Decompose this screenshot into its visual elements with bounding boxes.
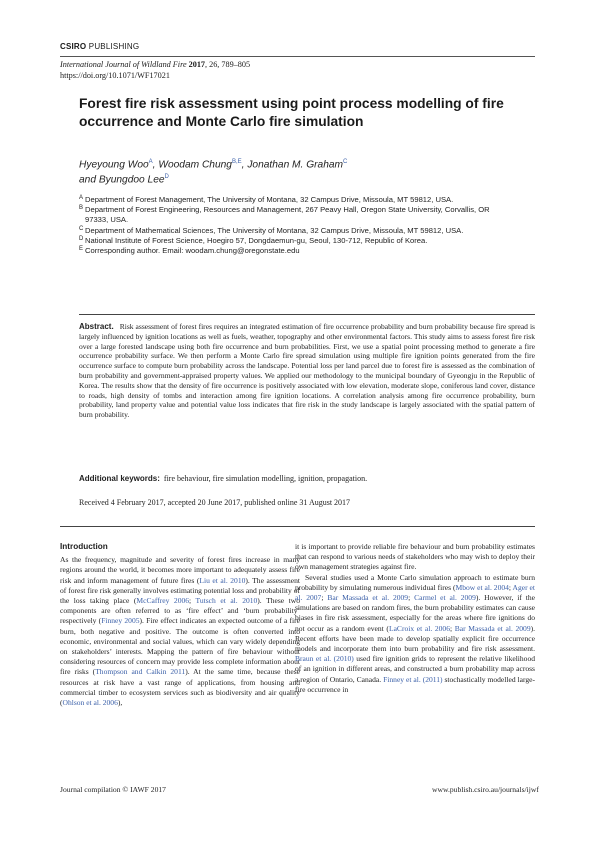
text-run: stochastically modelled large-fire occurrence in (295, 674, 536, 694)
affiliation-mark: B (79, 205, 84, 212)
citation-link[interactable]: Carmel et al. 2009 (414, 593, 476, 603)
paragraph (295, 573, 535, 695)
keywords (79, 474, 535, 484)
text-run: ). At the same time, because these resources at risk have a vast range of applications, from housing and commercial timber to ecosystem services such as biodiversity and air quality ( (60, 667, 300, 708)
abstract (79, 322, 535, 420)
text-run: ; (321, 593, 328, 603)
affiliation (79, 246, 499, 256)
text-run: ). The assessment of forest fire risk generally involves estimating potential loss and probability of the loss taking place ( (60, 575, 301, 606)
affiliation-mark: A (79, 195, 84, 201)
citation-link[interactable]: Finney et al. (2011) (383, 674, 443, 684)
paragraph: it is important to provide reliable fire behaviour and burn probability estimates that can respond to various needs of stakeholders who may wish to deploy their own management strategies against fire. (295, 542, 535, 572)
text-run: used fire ignition grids to represent the relative likelihood of an ignition in different areas, and constructed a burn probability map across a region of Ontario, Canada. (295, 654, 535, 684)
right-column (295, 542, 535, 695)
citation-link[interactable]: Ager et al. 2007 (295, 582, 536, 603)
text-run: ). Recent efforts have been made to develop spatially explicit fire occurrence models and incorporate them into burn probability and fire risk assessment. (295, 623, 535, 654)
left-column (60, 542, 300, 708)
affiliation (79, 236, 499, 246)
author-list: Hyeyoung Woo$^A$, Woodam Chung$^{B,E}$, Jonathan M. Graham$^C$ and Byungdoo Lee$^D$ (79, 159, 348, 186)
affiliation (79, 226, 499, 236)
citation-link[interactable]: Braun et al. (2010) (295, 654, 354, 664)
citation-link[interactable]: Finney 2005 (101, 616, 140, 626)
author-name: Byungdoo Lee (98, 174, 165, 186)
citation-link[interactable]: Mbow et al. 2004 (455, 582, 509, 592)
journal-year: 2017 (188, 60, 206, 69)
author-affil-mark[interactable]: D (164, 174, 169, 181)
affiliation (79, 205, 499, 225)
paragraph (60, 555, 300, 708)
journal-volume-pages: , 26, 789–805 (205, 60, 251, 69)
text-run: ). However, if the simulations are based on random fires, the burn probability estimates can cause biases in fire risk assessment, especially for the areas where fire ignitions do not occur as a random event ( (295, 593, 535, 633)
affiliation-text: Corresponding author. Email: woodam.chung@oregonstate.edu (85, 246, 300, 256)
affiliation-mark: C (79, 225, 84, 232)
text-run: ; (449, 623, 455, 633)
author-affil-mark[interactable]: A (148, 159, 153, 165)
publisher-header (60, 42, 139, 51)
text-run: As the frequency, magnitude and severity of forest fires increase in many regions around the world, it becomes more important to adequately assess fire risk and inform management of future fires ( (60, 555, 300, 585)
affiliation-text: Department of Mathematical Sciences, The University of Montana, 32 Campus Drive, Missoula, MT 59812, USA. (85, 225, 464, 235)
text-run: ), (117, 698, 123, 708)
publisher-brand: CSIRO (60, 42, 87, 51)
article-title: Forest fire risk assessment using point process modelling of fire occurrence and Monte Carlo fire simulation (79, 96, 504, 129)
affiliation (79, 195, 499, 205)
header-rule (60, 56, 535, 57)
abstract-rule (79, 314, 535, 315)
journal-name: International Journal of Wildland Fire (60, 60, 187, 69)
affiliation-mark: D (79, 235, 84, 242)
text-run: Several studies used a Monte Carlo simulation approach to estimate burn probability by simulating numerous individual fires ( (295, 572, 535, 592)
author-affil-mark[interactable]: B,E (231, 159, 242, 165)
text-run: ; (189, 596, 196, 606)
publisher-rest: PUBLISHING (88, 42, 140, 51)
citation-link[interactable]: Ohlson et al. 2006 (62, 698, 118, 708)
footer-copyright: Journal compilation © IAWF 2017 (60, 785, 166, 794)
doi-link[interactable]: https://doi.org/10.1071/WF17021 (60, 70, 170, 80)
citation-link[interactable]: Tutsch et al. 2010 (195, 596, 258, 606)
affiliation-mark: E (79, 246, 84, 253)
affiliation-text: Department of Forest Engineering, Resources and Management, 267 Peavy Hall, Oregon State University, Corvallis, OR 97333, USA. (85, 205, 490, 225)
keywords-text: fire behaviour, fire simulation modelling, ignition, propagation. (163, 474, 368, 483)
text-run: ). These two components are often referred to as ‘fire effect’ and ‘burn probability’ respectively ( (60, 596, 300, 626)
author-name: Jonathan M. Graham (247, 159, 344, 171)
abstract-label: Abstract. (79, 322, 114, 331)
author-name: Woodam Chung (158, 159, 232, 171)
body-rule (60, 526, 535, 527)
abstract-text: Risk assessment of forest fires requires an integrated estimation of fire occurrence probability and burn probability because fire spread is largely influenced by ignition locations as well as fuels, weather, topography and other environmental factors. This study aims to assess forest fire risk over a large forested landscape using both fire occurrence and burn probabilities. First, we use a spatial point processing method to generate a fire occurrence probability surface. We then perform a Monte Carlo fire spread simulation using multiple fire ignition points generated from the fire occurrence surface to compute burn probability across the landscape. Potential loss per land parcel due to forest fire is assessed as the combination of burn probability and government-appraised property values. We applied our methodology to the municipal boundary of Gyeongju in the Republic of Korea. The results show that the density of fire occurrence is positively associated with low elevation, moderate slope, coniferous land cover, distance to roads, high density of tombs and interaction among fire ignition locations. A correlation analysis among fire occurrence probability, burn probability, land property value and potential value loss indicates that fire risk in the study landscape is largely associated with the spatial pattern of burn probability. (79, 322, 535, 420)
text-run: ; (408, 593, 415, 603)
keywords-label: Additional keywords: (79, 474, 160, 483)
footer-url[interactable]: www.publish.csiro.au/journals/ijwf (432, 785, 539, 794)
text-run: ). Fire effect indicates an expected outcome of a fire burn, both negative and positive. The outcome is often converted into economic, environmental and social values, which can vary widely depending on stakeholders’ interests. Mapping the pattern of fire behaviour without considering resources of concern may provide less complete information about fire risks ( (60, 616, 300, 677)
received-dates: Received 4 February 2017, accepted 20 June 2017, published online 31 August 2017 (79, 498, 351, 507)
section-heading: Introduction (60, 542, 108, 551)
affiliation-list (79, 195, 499, 256)
affiliation-text: Department of Forest Management, The University of Montana, 32 Campus Drive, Missoula, MT 59812, USA. (85, 195, 454, 204)
citation-link[interactable]: LaCroix et al. 2006 (388, 623, 450, 633)
journal-info (60, 60, 250, 81)
affiliation-text: National Institute of Forest Science, Hoegiro 57, Dongdaemun-gu, Seoul, 130-712, Republic of Korea. (85, 235, 428, 245)
citation-link[interactable]: Bar Massada et al. 2009 (327, 593, 409, 603)
author-affil-mark[interactable]: C (343, 159, 348, 165)
citation-link[interactable]: Liu et al. 2010 (199, 575, 246, 585)
author-name: Hyeyoung Woo (79, 159, 149, 171)
text-run: ; (508, 582, 513, 592)
citation-link[interactable]: McCaffrey 2006 (136, 596, 190, 606)
citation-link[interactable]: Bar Massada et al. 2009 (454, 623, 531, 633)
citation-link[interactable]: Thompson and Calkin 2011 (95, 667, 186, 677)
